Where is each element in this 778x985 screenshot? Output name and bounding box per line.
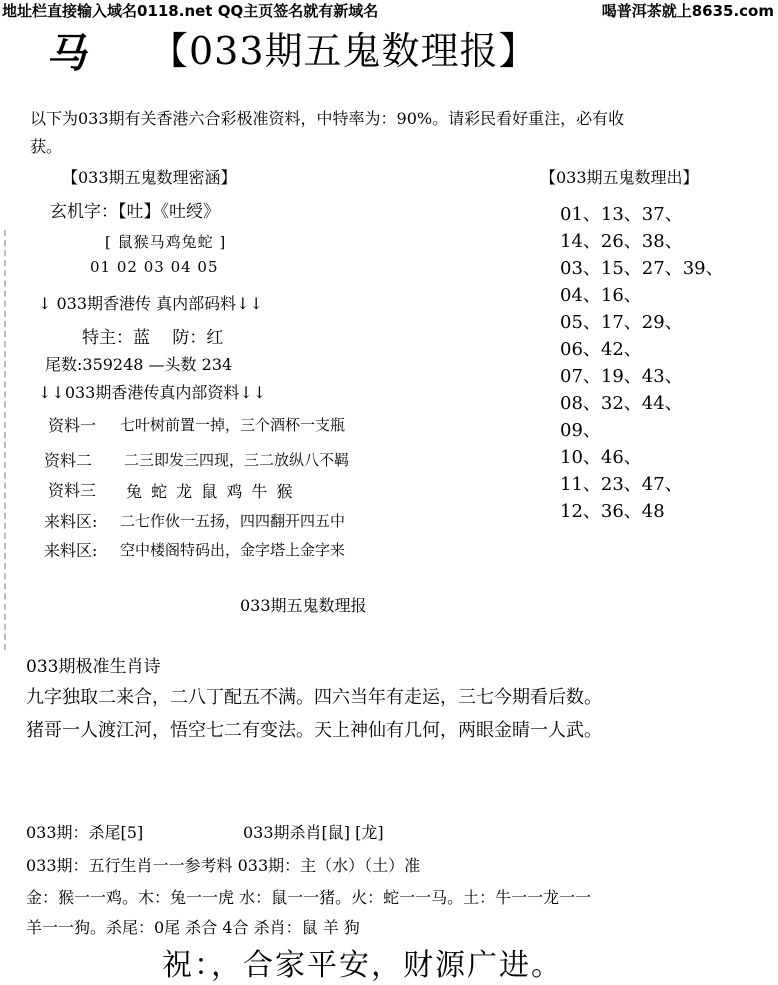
page-title: 【033期五鬼数理报】 [150,29,538,73]
intro-line-2: 获。 [30,137,63,156]
number-row: 04、16、 [560,285,642,306]
tail-head-numbers: 尾数:359248 —头数 234 [45,355,233,374]
info-label-3: 资料三 [48,481,97,500]
right-heading: 【033期五鬼数理出】 [540,168,699,187]
animals-row: [ 鼠猴马鸡兔蛇 ] [105,233,227,251]
poem-line-1: 九字独取二来合，二八丁配五不满。四六当年有走运，三七今期看后数。 [26,687,602,708]
poem-heading: 033期极准生肖诗 [26,657,161,677]
number-row: 08、32、44、 [560,393,683,414]
element-pairs-line: 金：猴一一鸡。木：兔一一虎 水：鼠一一猪。火：蛇一一马。土：牛一一龙一一 [26,888,592,907]
info-text-5: 空中楼阁特码出，金字塔上金字来 [120,541,346,559]
header-right-text: 喝普洱茶就上8635.com [601,2,774,20]
left-edge-divider [4,230,6,650]
section-heading-info: ↓↓033期香港传真内部资料↓↓ [38,383,267,402]
info-label-2: 资料二 [44,451,93,470]
brush-logo: 马 [44,30,95,77]
kill-summary-line: 羊一一狗。杀尾：0尾 杀合 4合 杀肖：鼠 羊 狗 [26,918,360,937]
info-label-5: 来料区: [44,541,98,560]
number-row: 07、19、43、 [560,366,683,387]
five-elements-line: 033期：五行生肖一一参考料 033期：主（水）（土）准 [26,856,421,875]
poem-line-2: 猪哥一人渡江河，悟空七二有变法。天上神仙有几何，两眼金睛一人武。 [26,720,602,741]
info-label-1: 资料一 [48,416,97,435]
info-text-2: 二三即发三四现，三二放纵八不羁 [124,451,350,469]
section-heading-code: ↓ 033期香港传 真内部码料↓↓ [38,294,263,313]
info-text-3: 兔 蛇 龙 鼠 鸡 牛 猴 [126,482,295,501]
kill-zodiac-text: 033期杀肖[鼠] [龙] [243,823,384,842]
info-text-4: 二七作伙一五扬，四四翻开四五中 [120,512,346,530]
info-text-1: 七叶树前置一掉，三个酒杯一支瓶 [120,416,346,434]
xuanji-text: 玄机字：【吐】《吐绶》 [50,202,220,222]
number-row: 11、23、47、 [560,474,683,495]
number-row: 09、 [560,420,601,441]
blessing-footer: 祝：，合家平安，财源广进。 [162,948,563,983]
color-hint: 特主：蓝 防：红 [82,328,224,348]
header-left-text: 地址栏直接输入域名0118.net QQ主页签名就有新域名 [2,2,379,20]
info-label-4: 来料区: [44,512,98,531]
number-row: 01、13、37、 [560,204,683,225]
number-row: 06、42、 [560,339,642,360]
intro-line-1: 以下为033期有关香港六合彩极准资料，中特率为：90%。请彩民看好重注，必有收 [30,109,625,128]
numbers-row: 01 02 03 04 05 [90,258,219,276]
section-heading-secret: 【033期五鬼数理密涵】 [62,168,237,187]
number-row: 12、36、48 [560,501,665,522]
kill-tail-text: 033期：杀尾[5] [26,823,144,842]
subtitle: 033期五鬼数理报 [240,596,367,615]
number-row: 03、15、27、39、 [560,258,724,279]
number-row: 10、46、 [560,447,642,468]
number-row: 05、17、29、 [560,312,683,333]
number-row: 14、26、38、 [560,231,683,252]
